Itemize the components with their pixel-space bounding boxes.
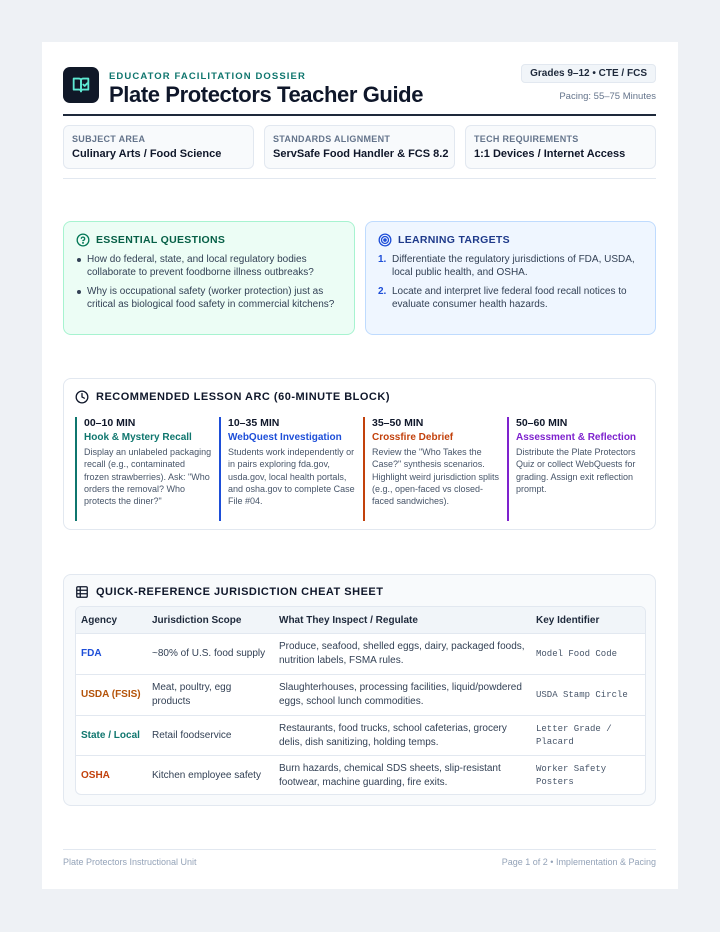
- lesson-phase: [363, 417, 500, 521]
- pacing-label: Pacing: 55–75 Minutes: [559, 91, 656, 102]
- page-title: Plate Protectors Teacher Guide: [109, 82, 424, 107]
- list-item: How do federal, state, and local regulatory bodies collaborate to prevent foodborne illness outbreaks?: [76, 253, 342, 279]
- meta-value: ServSafe Food Handler & FCS 8.2: [273, 148, 449, 160]
- column-header: Agency: [81, 614, 118, 626]
- lesson-phase: [507, 417, 644, 521]
- phase-description: Distribute the Plate Protectors Quiz or collect WebQuests for grading. Assign exit reflection prompt.: [516, 447, 636, 494]
- target-number: 1.: [378, 254, 387, 265]
- heading-text: QUICK-REFERENCE JURISDICTION CHEAT SHEET: [96, 586, 384, 598]
- meta-card-standards: [264, 125, 455, 169]
- target-text: Differentiate the regulatory jurisdictions of FDA, USDA, local public health, and OSHA.: [392, 254, 635, 278]
- table-icon: [75, 585, 89, 599]
- heading-text: ESSENTIAL QUESTIONS: [96, 234, 226, 246]
- question-list: [76, 253, 342, 311]
- footer-page-number: Page 1 of 2 • Implementation & Pacing: [501, 857, 656, 867]
- phase-description: Display an unlabeled packaging recall (e.g., contaminated frozen strawberries). Ask: "Who orders the removal? Who protects the diner?": [84, 447, 212, 507]
- phase-time: 00–10 MIN: [84, 417, 136, 429]
- table-row: [76, 675, 646, 716]
- table-row: [76, 634, 646, 675]
- inspect-cell: Produce, seafood, shelled eggs, dairy, packaged foods, nutrition labels, FSMA rules.: [279, 641, 525, 666]
- learning-targets-heading: [378, 233, 643, 247]
- table-row: [76, 716, 646, 756]
- learning-targets-card: [365, 221, 656, 335]
- phase-description: Students work independently or in pairs exploring fda.gov, usda.gov, local health portals, and osha.gov to complete Case File #04.: [228, 447, 355, 507]
- scope-cell: ~80% of U.S. food supply: [152, 648, 266, 659]
- heading-text: LEARNING TARGETS: [398, 234, 510, 246]
- phase-description: Review the "Who Takes the Case?" synthesis scenarios. Highlight weird jurisdiction splits (e.g., open-faced vs closed-faced sandwiches).: [372, 447, 500, 507]
- lesson-phase: [75, 417, 212, 521]
- phase-time: 50–60 MIN: [516, 417, 568, 429]
- meta-card-tech: [465, 125, 656, 169]
- jurisdiction-table: [75, 606, 646, 795]
- phase-name: Crossfire Debrief: [372, 432, 454, 443]
- meta-label: STANDARDS ALIGNMENT: [273, 134, 391, 144]
- target-text: Locate and interpret live federal food recall notices to evaluate consumer health hazards.: [392, 286, 627, 310]
- essential-questions-heading: [76, 233, 342, 247]
- phase-time: 35–50 MIN: [372, 417, 424, 429]
- phase-name: Assessment & Reflection: [516, 432, 637, 443]
- scope-cell: Meat, poultry, egg products: [152, 682, 232, 707]
- scope-cell: Kitchen employee safety: [152, 770, 261, 781]
- inspect-cell: Restaurants, food trucks, school cafeterias, grocery delis, dish sanitizing, holding temps.: [279, 722, 507, 748]
- cheat-sheet-card: [63, 574, 656, 806]
- table-header-row: [76, 607, 646, 634]
- phase-time: 10–35 MIN: [228, 417, 280, 429]
- key-identifier-cell: Worker Safety Posters: [536, 764, 607, 787]
- meta-label: SUBJECT AREA: [72, 134, 146, 144]
- meta-value: 1:1 Devices / Internet Access: [474, 148, 626, 160]
- meta-label: TECH REQUIREMENTS: [474, 134, 579, 144]
- list-item: [378, 285, 643, 311]
- inspect-cell: Slaughterhouses, processing facilities, liquid/powdered eggs, school lunch commodities.: [279, 682, 522, 707]
- agency-cell: USDA (FSIS): [81, 689, 141, 700]
- heading-text: RECOMMENDED LESSON ARC (60-MINUTE BLOCK): [96, 391, 390, 403]
- column-header: What They Inspect / Regulate: [279, 614, 418, 626]
- footer-divider: [63, 849, 656, 850]
- inspect-cell: Burn hazards, chemical SDS sheets, slip-resistant footwear, machine guarding, fire exits.: [279, 763, 501, 788]
- agency-cell: OSHA: [81, 770, 110, 781]
- target-list: [378, 253, 643, 311]
- lesson-phase: [219, 417, 356, 521]
- question-circle-icon: [76, 233, 90, 247]
- scope-cell: Retail foodservice: [152, 729, 232, 741]
- key-identifier-cell: USDA Stamp Circle: [536, 689, 628, 700]
- key-identifier-cell: Model Food Code: [536, 648, 618, 659]
- key-identifier-cell: Letter Grade / Placard: [536, 723, 612, 747]
- document-page: [42, 42, 678, 889]
- agency-cell: State / Local: [81, 729, 140, 741]
- phase-name: WebQuest Investigation: [228, 432, 342, 443]
- document-eyebrow: EDUCATOR FACILITATION DOSSIER: [109, 71, 306, 82]
- essential-questions-card: [63, 221, 355, 335]
- meta-card-subject: [63, 125, 254, 169]
- phase-name: Hook & Mystery Recall: [84, 432, 192, 443]
- grade-badge: Grades 9–12 • CTE / FCS: [521, 64, 656, 83]
- footer-unit-name: Plate Protectors Instructional Unit: [63, 857, 197, 867]
- column-header: Jurisdiction Scope: [152, 614, 242, 626]
- list-item: Why is occupational safety (worker protection) just as critical as biological food safety in commercial kitchens?: [76, 285, 342, 311]
- cheat-sheet-heading: [75, 585, 383, 599]
- table-row: [76, 756, 646, 795]
- target-icon: [378, 233, 392, 247]
- book-open-icon: [63, 67, 99, 103]
- header-divider: [63, 114, 656, 116]
- target-number: 2.: [378, 286, 387, 297]
- list-item: [378, 253, 643, 279]
- section-divider: [63, 178, 656, 179]
- clock-icon: [75, 390, 89, 404]
- meta-value: Culinary Arts / Food Science: [72, 148, 222, 160]
- lesson-arc-heading: [75, 390, 390, 404]
- lesson-arc-card: [63, 378, 656, 530]
- column-header: Key Identifier: [536, 614, 600, 626]
- agency-cell: FDA: [81, 648, 102, 659]
